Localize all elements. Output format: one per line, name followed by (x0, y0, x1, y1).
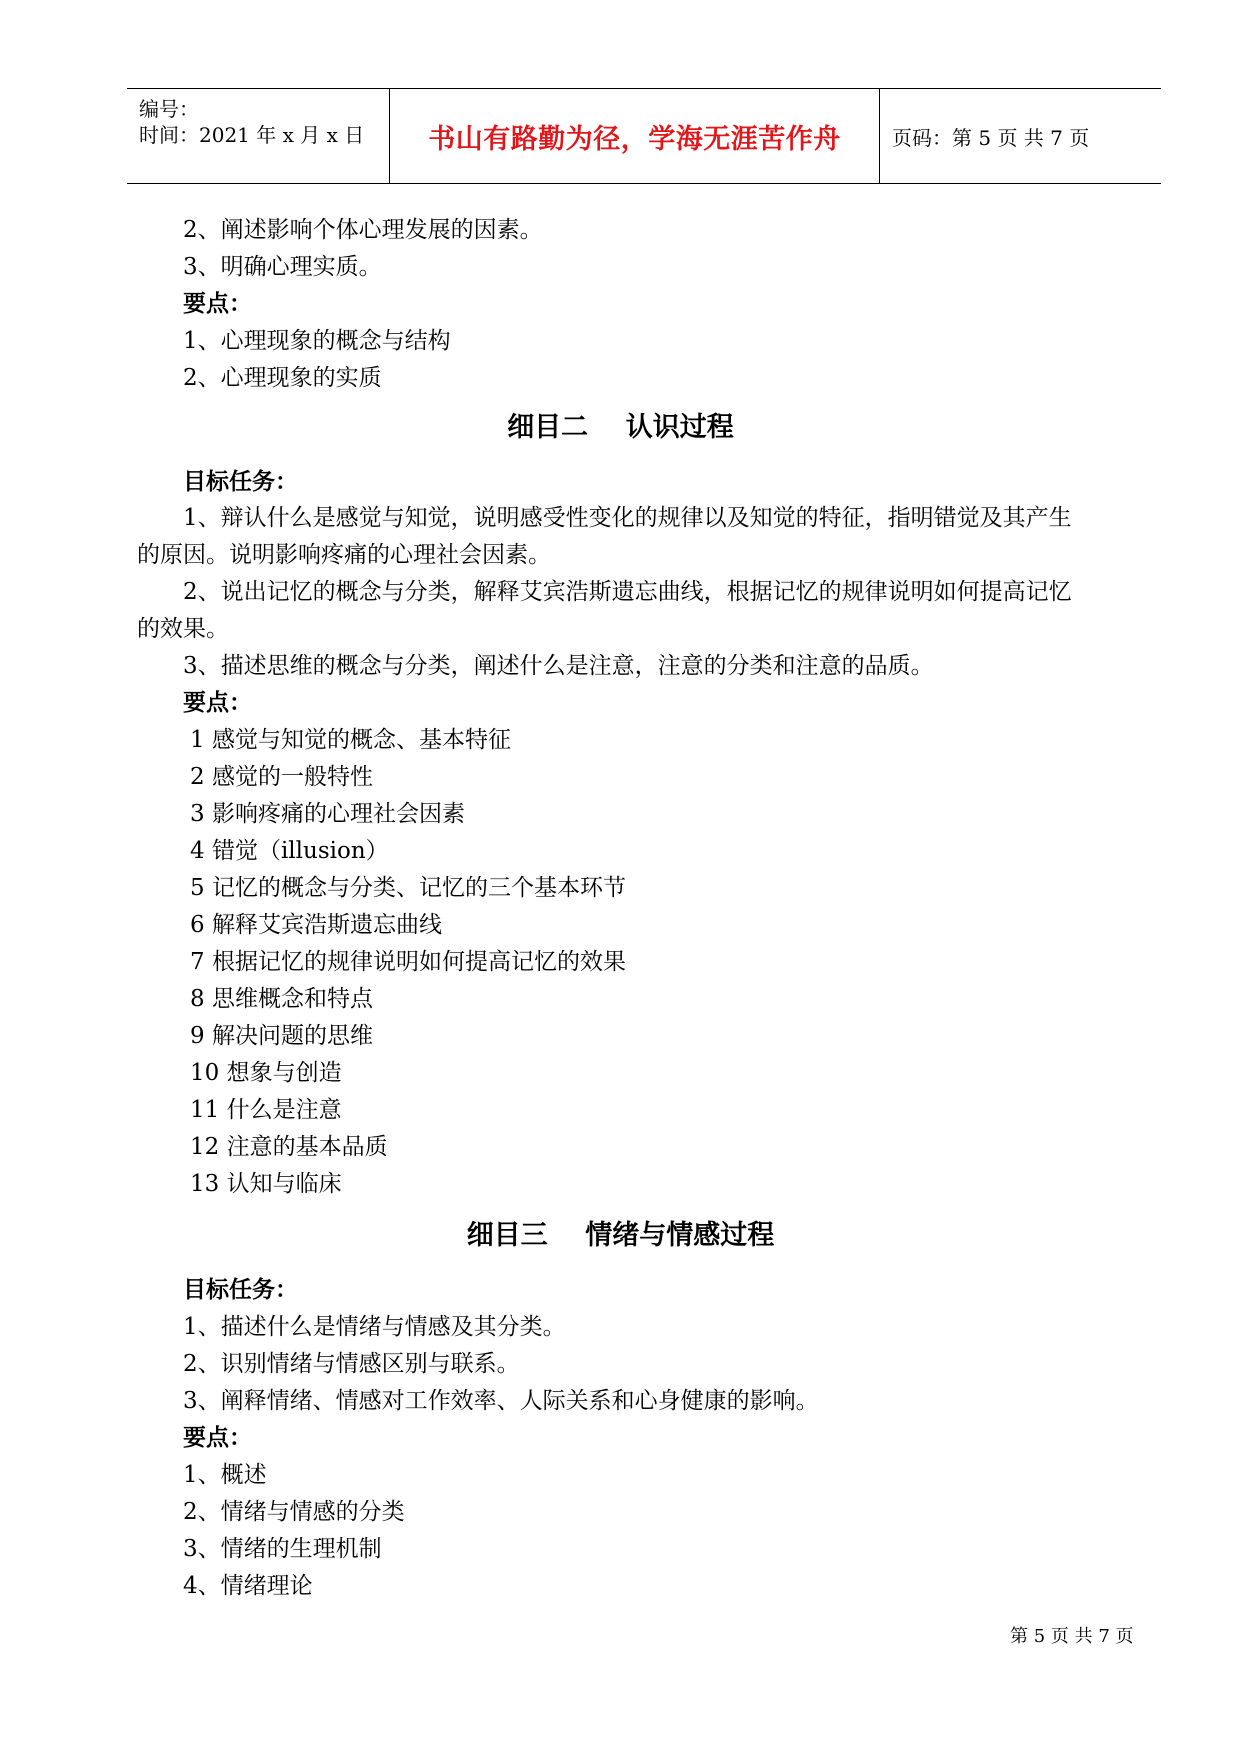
point-item: 1、概述 (183, 1462, 267, 1488)
task-item: 2、说出记忆的概念与分类，解释艾宾浩斯遗忘曲线，根据记忆的规律说明如何提高记忆 (183, 579, 1072, 605)
point-item: 4 错觉（illusion） (190, 838, 389, 864)
task-item: 1、描述什么是情绪与情感及其分类。 (183, 1314, 566, 1340)
task-item: 2、阐述影响个体心理发展的因素。 (183, 217, 543, 243)
point-item: 3、情绪的生理机制 (183, 1536, 382, 1562)
task-item: 1、辩认什么是感觉与知觉，说明感受性变化的规律以及知觉的特征，指明错觉及其产生 (183, 505, 1072, 531)
point-item: 11 什么是注意 (190, 1097, 342, 1123)
motto: 书山有路勤为径，学海无涯苦作舟 (428, 123, 841, 155)
serial-label: 编号： (139, 97, 199, 121)
point-item: 3 影响疼痛的心理社会因素 (190, 801, 465, 827)
task-item: 3、明确心理实质。 (183, 254, 382, 280)
point-item: 8 思维概念和特点 (190, 986, 373, 1012)
time-label: 时间：2021 年 x 月 x 日 (139, 123, 365, 147)
page-code: 页码：第 5 页 共 7 页 (892, 125, 1090, 150)
point-item: 10 想象与创造 (190, 1060, 342, 1086)
task-item-continuation: 的效果。 (137, 616, 229, 642)
point-item: 2 感觉的一般特性 (190, 764, 373, 790)
point-item: 2、心理现象的实质 (183, 365, 382, 391)
header-page-cell (880, 89, 1161, 183)
point-item: 6 解释艾宾浩斯遗忘曲线 (190, 912, 442, 938)
point-item: 4、情绪理论 (183, 1573, 313, 1599)
point-item: 12 注意的基本品质 (190, 1134, 388, 1160)
point-item: 5 记忆的概念与分类、记忆的三个基本环节 (190, 875, 626, 901)
tasks-label: 目标任务： (183, 1276, 298, 1303)
points-label: 要点： (183, 1424, 252, 1451)
task-item: 3、阐释情绪、情感对工作效率、人际关系和心身健康的影响。 (183, 1388, 819, 1414)
section-heading: 细目二 认识过程 (507, 412, 734, 443)
task-item-continuation: 的原因。说明影响疼痛的心理社会因素。 (137, 542, 551, 568)
page-header (127, 88, 1161, 184)
task-item: 2、识别情绪与情感区别与联系。 (183, 1351, 520, 1377)
point-item: 1 感觉与知觉的概念、基本特征 (190, 727, 511, 753)
point-item: 13 认知与临床 (190, 1171, 342, 1197)
header-meta-cell (127, 89, 390, 183)
section-heading: 细目三 情绪与情感过程 (466, 1220, 775, 1251)
header-motto-cell (390, 89, 880, 183)
point-item: 2、情绪与情感的分类 (183, 1499, 405, 1525)
points-label: 要点： (183, 689, 252, 716)
task-item: 3、描述思维的概念与分类，阐述什么是注意，注意的分类和注意的品质。 (183, 653, 934, 679)
point-item: 9 解决问题的思维 (190, 1023, 373, 1049)
points-label: 要点： (183, 290, 252, 317)
point-item: 1、心理现象的概念与结构 (183, 328, 451, 354)
page-footer: 第 5 页 共 7 页 (1010, 1626, 1134, 1647)
tasks-label: 目标任务： (183, 468, 298, 495)
point-item: 7 根据记忆的规律说明如何提高记忆的效果 (190, 949, 626, 975)
